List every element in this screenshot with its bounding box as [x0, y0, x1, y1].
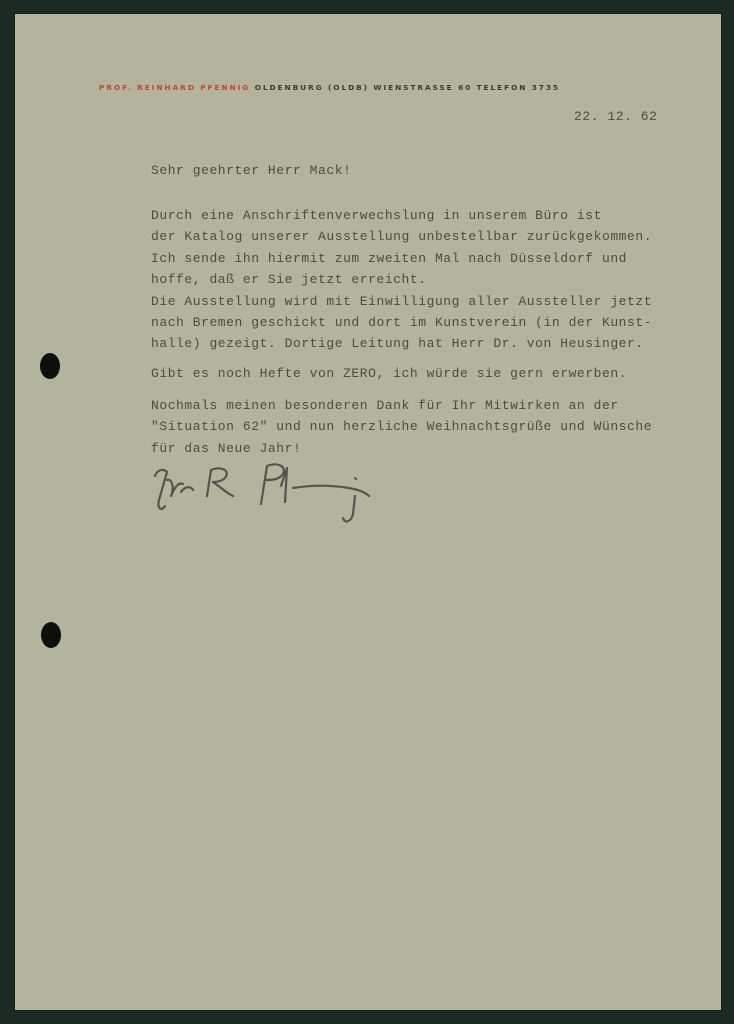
punch-hole-bottom [41, 622, 61, 648]
text-line: Durch eine Anschriftenverwechslung in unserem Büro ist [151, 208, 602, 223]
text-line: hoffe, daß er Sie jetzt erreicht. [151, 272, 427, 288]
letter-page [15, 14, 721, 1010]
text-line: Ich sende ihn hiermit zum zweiten Mal nach Düsseldorf und [151, 250, 628, 266]
body-paragraph-3 [151, 395, 652, 459]
text-line: "Situation 62" und nun herzliche Weihnachtsgrüße und Wünsche [151, 419, 653, 435]
text-line: nach Bremen geschickt und dort im Kunstverein (in der Kunst- [151, 315, 653, 331]
text-line: der Katalog unserer Ausstellung unbestellbar zurückgekommen. [151, 229, 653, 245]
punch-hole-top [40, 353, 60, 379]
letterhead [99, 83, 699, 92]
letterhead-address: OLDENBURG (OLDB) WIENSTRASSE 60 TELEFON 3735 [254, 83, 560, 92]
handwritten-signature [145, 456, 375, 526]
body-paragraph-1 [151, 205, 652, 355]
text-line: für das Neue Jahr! [151, 440, 302, 456]
text-line: halle) gezeigt. Dortige Leitung hat Herr Dr. von Heusinger. [151, 336, 644, 352]
letterhead-name: PROF. REINHARD PFENNIG [99, 83, 251, 92]
text-line: Gibt es noch Hefte von ZERO, ich würde sie gern erwerben. [151, 366, 628, 381]
salutation: Sehr geehrter Herr Mack! [151, 163, 352, 178]
text-line: Die Ausstellung wird mit Einwilligung aller Aussteller jetzt [151, 293, 653, 309]
body-paragraph-2 [151, 366, 627, 381]
text-line: Nochmals meinen besonderen Dank für Ihr Mitwirken an der [151, 398, 619, 413]
letter-date: 22. 12. 62 [574, 109, 658, 124]
